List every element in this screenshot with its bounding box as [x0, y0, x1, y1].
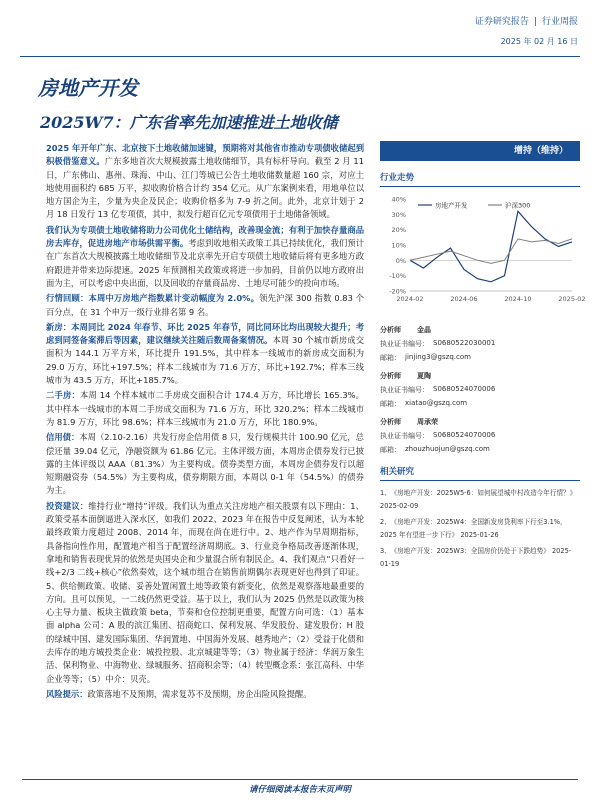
x-tick-label: 2025-02 [558, 295, 586, 303]
analyst-role: 分析师 [380, 418, 401, 426]
analyst-email[interactable]: jinjing3@gszq.com [405, 353, 471, 361]
analyst-name: 金晶 [417, 326, 431, 334]
footer-divider [22, 779, 578, 780]
paragraph-new-homes: 新房：本周同比 2024 年春节、环比 2025 年春节，同比同环比均出现较大提升；考虑到同签备案滞后等因素，建议继续关注随后数周备案情况。本周 30 个城市新房成交面积为 144.1 万平方米，环比提升 191.5%，其中样本一线城市的新房成交面积为 29.0 万方，环比+197.5%；样本二线城市为 71.6 万方，环比+192.7%；样本三线城市为 43.5 万方，环比+185.7%。 [46, 321, 364, 386]
related-heading: 相关研究 [380, 465, 580, 481]
analyst-card: 分析师 金晶 执业证书编号： S0680522030001 邮箱： jinjing3@gszq.com [380, 326, 496, 362]
paragraph-second-hand: 二手房：本周 14 个样本城市二手房成交面积合计 174.4 万方，环比增长 165.3%。其中样本一线城市的本周二手房成交面积为 71.6 万方，环比 320.2%；样本二线城市为 81.9 万方，环比 98.6%；样本三线城市为 21.0 万方，环比 180.9%。 [46, 390, 364, 427]
x-tick-label: 2024-10 [504, 295, 532, 303]
y-tick-label: 30% [391, 210, 406, 219]
analyst-name: 夏陶 [417, 372, 431, 380]
trend-chart-svg [380, 191, 586, 309]
analyst-role: 分析师 [380, 326, 401, 334]
related-report-item[interactable]: 2、 《房地产开发：2025W4：全国新发房贷利率下行至3.1%，2025 年有望进一步下行》 2025-01-26 [380, 518, 567, 539]
paragraph-investment-advice: 投资建议：维持行业“增持”评级。我们认为重点关注房地产相关股票有以下理由：1、政策受基本面倒逼进入深水区，如我们 2022、2023 年在报告中反复阐述，认为本轮最终政策力度超过 2008、2014 年，而现在尚在进行中。2、地产作为早周期指标，具备指向性作用，配置地产相当于配置经济周期底。3、行业竞争格局改善逐渐体现，拿地和销售表现优异的依然是央国央企和少量混合所有制民企。4、我们观点“只看好一线+2/3 二线+核心”依然奏效，这个城市组合在销售前期偶尔表现更好也得到了印证。5、供给侧政策、收储、妥善处置闲置土地等政策有新变化，依然是观察落地最重要的方向。且可以预见，一二线仍然更受益。基于以上，我们认为 2025 仍然是以政策为核心主导力量、板块主做政策 beta，节奏和仓位控制更重要，配置方向可选：（1）基本面 alpha 公司：A 股的滨江集团、招商蛇口、保利发展、华发股份、建发股份；H 股的绿城中国、建发国际集团、华润置地、中国海外发展、越秀地产；（2）受益于化债和去库存的地方城投类企业：城投控股、北京城建等等；（3）物业属于经济：华润万象生活、保利物业、中海物业、绿城服务、招商积余等；（4）转型概念系：张江高科、中华企业等等；（5）中介：贝壳。 [46, 500, 364, 684]
legend-label: 房地产开发 [435, 201, 468, 210]
body-text [46, 142, 364, 703]
trend-chart [380, 191, 586, 313]
report-date: 2025 年 02 月 16 日 [500, 37, 578, 46]
legend-label: 沪深300 [505, 201, 531, 210]
analyst-card: 分析师 周承荣 执业证书编号： S0680524070006 邮箱： zhouzhuojun@gszq.com [380, 418, 496, 454]
paragraph-risk: 风险提示：政策落地不及预期，需求复苏不及预期，房企出险风险提醒。 [46, 688, 312, 699]
sidebar [380, 141, 586, 571]
series-line-0 [410, 211, 572, 281]
related-report-list [380, 487, 580, 571]
paragraph-credit-bonds: 信用债：本周（2.10-2.16）共发行房企信用债 8 只，发行规模共计 100.90 亿元，总偿还量 39.04 亿元，净融资额为 61.86 亿元。主体评级方面，本周房企债券发行已披露的主体评级以 AAA（81.3%）为主要构成。债券类型方面，本周房企债券发行以超短期融资券（54.5%）为主要构成，债券期限方面，本周以 0-1 年（54.5%）的债券为主。 [46, 432, 364, 496]
report-category: 行业周报 [541, 17, 578, 27]
analyst-name: 周承荣 [417, 418, 438, 426]
paragraph-policy-view: 我们认为专项债土地收储将助力公司优化土储结构，改善现金流；有利于加快存量商品房去库存，促进房地产市场供需平衡。考虑到收地相关政策工具已持续优化，我们预计在广东首次大规模披露土地收储细节及北京率先开启专项债土地收储后将有更多地方政府跟进并带来边际提速。2025 年预测相关政策或将进一步加码，目前仍以地方政府出面为主，可以考虑中央出面，以及回收的存量商品房、土地尽可能少的投向市场。 [46, 224, 364, 288]
analyst-card: 分析师 夏陶 执业证书编号： S0680524070006 邮箱： xiatao@gszq.com [380, 372, 496, 408]
analyst-role: 分析师 [380, 372, 401, 380]
rating-badge: 增持（维持） [380, 141, 580, 161]
industry-name: 房地产开发 [38, 76, 138, 100]
x-tick-label: 2024-02 [396, 295, 424, 303]
y-tick-label: -20% [389, 287, 406, 296]
related-report-item[interactable]: 3、 《房地产开发：2025W3：全国房价仍处于下跌趋势》 2025-01-19 [380, 547, 572, 568]
paragraph-land-reserve: 2025 年开年广东、北京按下土地收储加速键，预期将对其他省市推动专项债收储起到积极借鉴意义。广东多地首次大规模披露土地收储细节，具有标杆导向。截至 2 月 11 日，广东佛山、惠州、珠海、中山、江门等城已公告土地收储数量超 160 宗，对应土地使用面积约 685 万平，拟收购价格合计约 354 亿元。从广东案例来看，用地单位以地方国企为主，少量为央企及民企；收购价格多为 7-9 折之间。此外，北京计划于 2 月 18 日发行 13 亿专项债，其中，拟发行超百亿元专项债用于土地储备领域。 [46, 143, 364, 220]
x-tick-label: 2024-06 [450, 295, 478, 303]
analyst-cert: S0680524070006 [433, 431, 496, 439]
footer-disclaimer: 请仔细阅读本报告末页声明 [248, 785, 351, 795]
paragraph-market-review: 行情回顾：本周中万房地产指数累计变动幅度为 2.0%。领先沪深 300 指数 0.83 个百分点，在 31 个申万一级行业排名第 9 名。 [46, 293, 364, 317]
report-title: 2025W7：广东省率先加速推进土地收储 [40, 113, 338, 132]
analyst-email[interactable]: xiatao@gszq.com [405, 399, 468, 407]
analyst-cert: S0680522030001 [433, 339, 496, 347]
y-tick-label: 20% [391, 226, 406, 235]
report-header [475, 14, 578, 47]
analyst-cert: S0680524070006 [433, 385, 496, 393]
y-tick-label: 10% [391, 241, 406, 250]
header-separator: | [533, 17, 537, 27]
related-report-item[interactable]: 1、 《房地产开发：2025W5-6：如何展望城中村改造今年行情？》 2025-02-09 [380, 489, 577, 510]
trend-heading: 行业走势 [380, 171, 580, 187]
y-tick-label: 40% [391, 195, 406, 204]
report-type: 证券研究报告 [474, 17, 529, 27]
header-divider [20, 56, 580, 57]
analyst-email[interactable]: zhouzhuojun@gszq.com [405, 445, 490, 453]
y-tick-label: 0% [395, 256, 406, 265]
analyst-list [380, 325, 580, 455]
y-tick-label: -10% [389, 272, 406, 281]
